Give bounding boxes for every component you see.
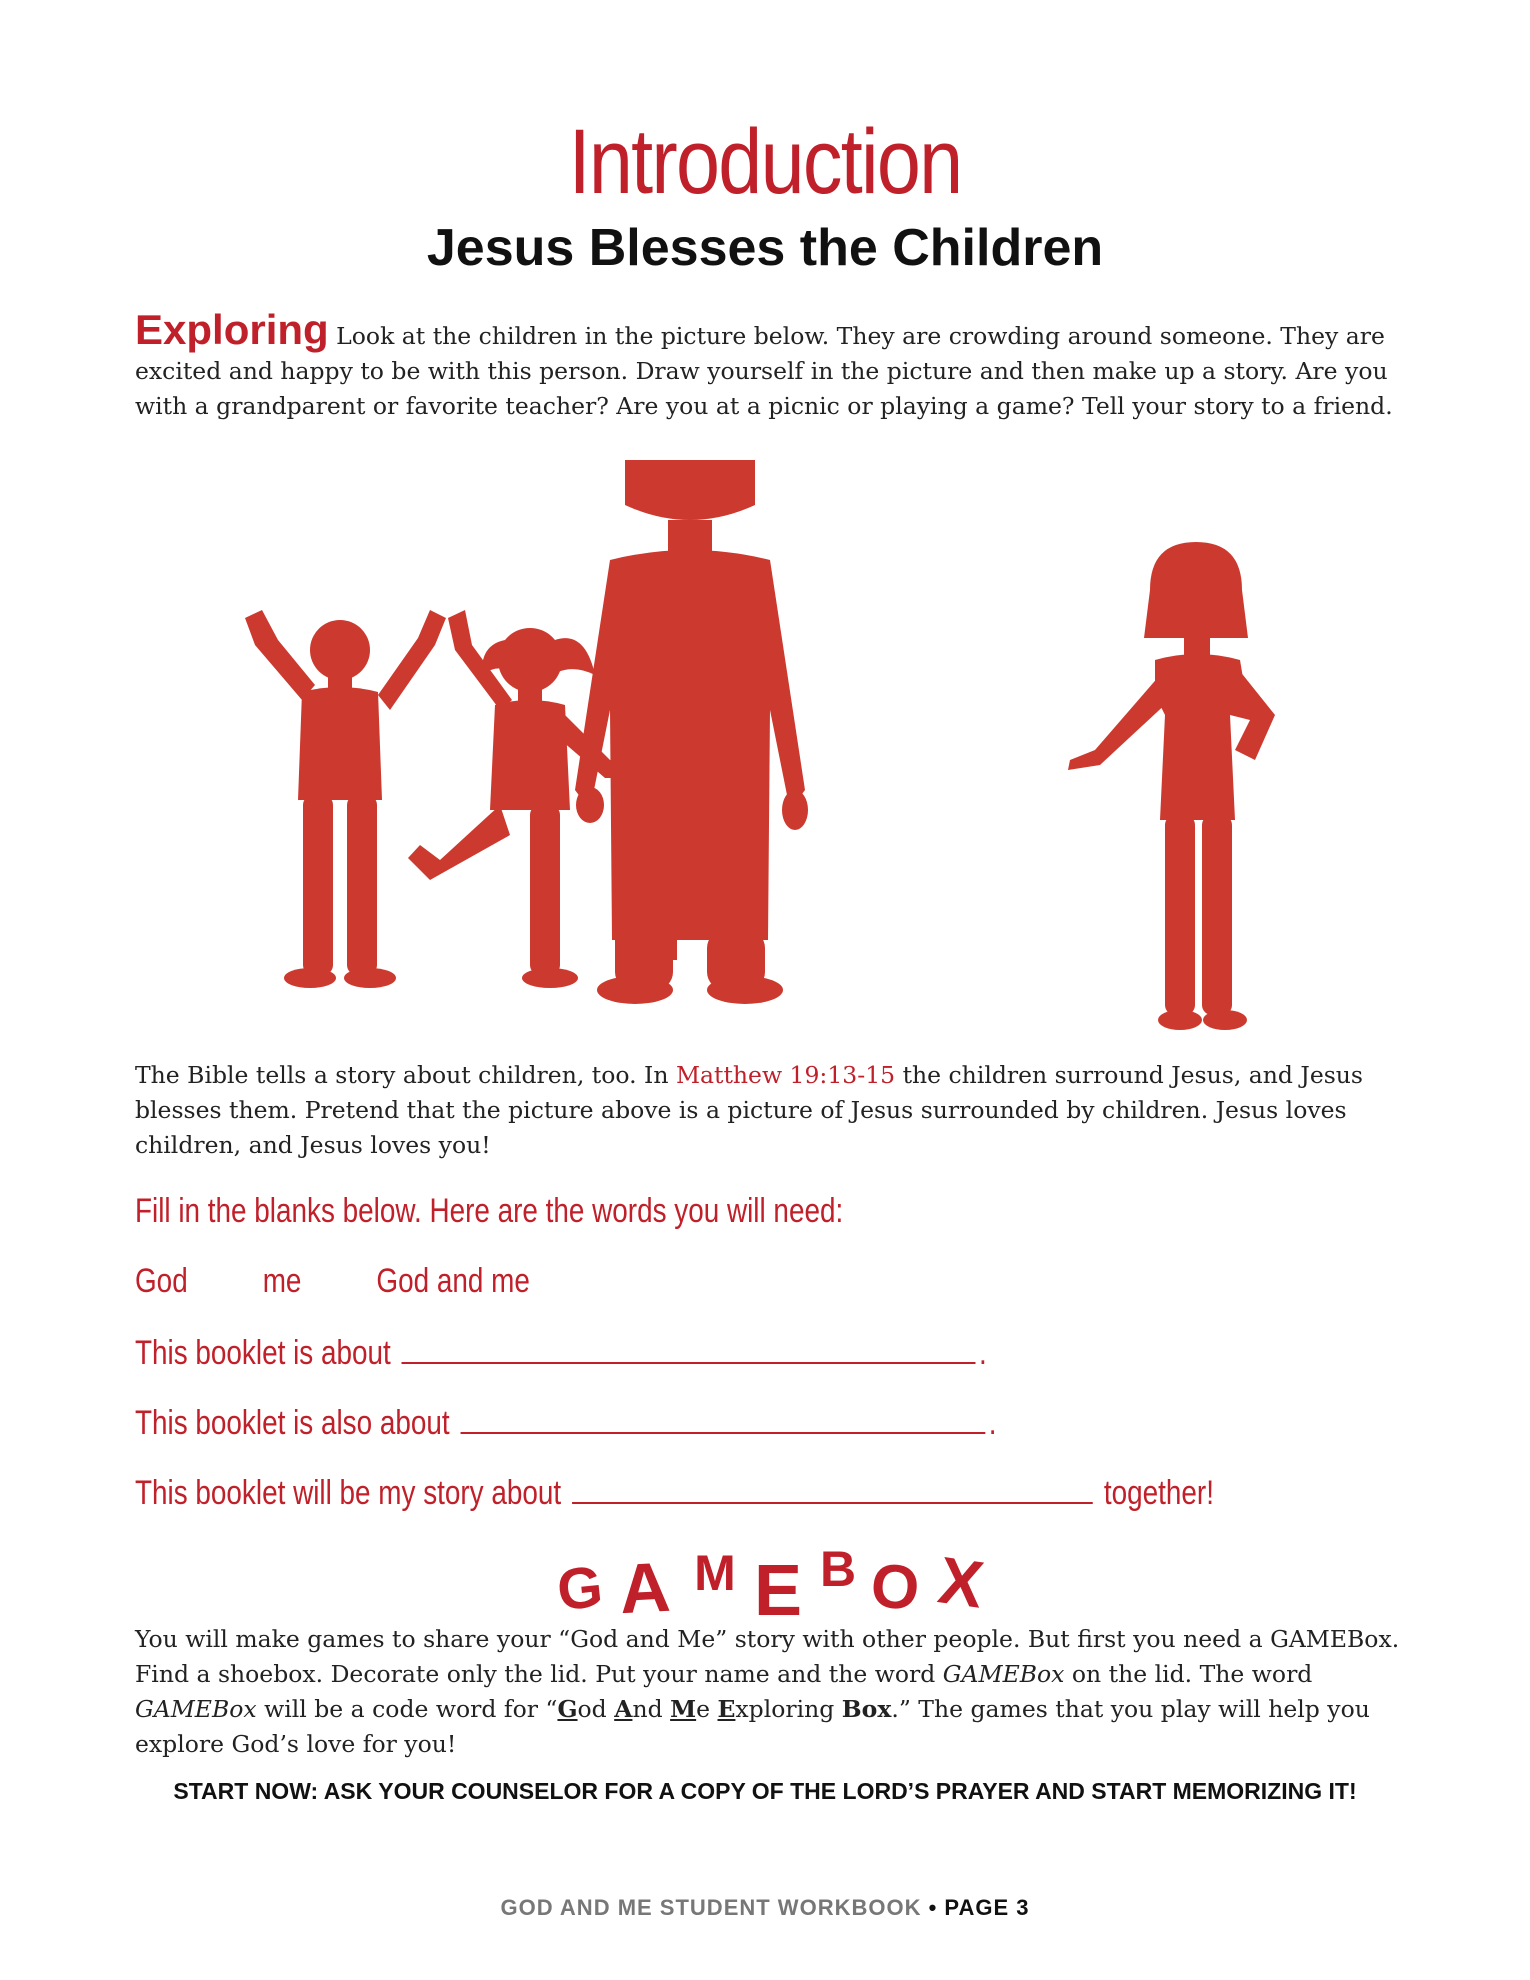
bible-text-after: the children surround Jesus, and Jesus blesses them. Pretend that the picture above is a picture of Jesus surrounded by children. Jesus loves children, and Jesus loves you! bbox=[135, 1061, 1363, 1159]
exploring-heading: Exploring bbox=[135, 306, 329, 353]
code-letter: E bbox=[717, 1695, 736, 1723]
period: . bbox=[988, 1404, 997, 1442]
footer-page-number: PAGE 3 bbox=[944, 1895, 1030, 1920]
code-word: od bbox=[577, 1695, 615, 1723]
word-bank bbox=[135, 1262, 530, 1301]
fill-in-line-3 bbox=[135, 1472, 1214, 1513]
logo-letter: G bbox=[554, 1553, 606, 1624]
word-bank-item: God bbox=[135, 1262, 188, 1300]
scripture-reference: Matthew 19:13-15 bbox=[675, 1061, 896, 1089]
gamebox-paragraph bbox=[135, 1622, 1405, 1762]
word-bank-item: God and me bbox=[376, 1262, 530, 1300]
answer-blank[interactable] bbox=[402, 1332, 976, 1364]
gamebox-logo bbox=[540, 1520, 1000, 1630]
code-word: nd bbox=[632, 1695, 671, 1723]
gamebox-text: You will make games to share your “God and Me” story with other people. But first you need a GAMEBox. Find a shoebox. Decorate only the lid. Put your name and the word bbox=[135, 1625, 1400, 1688]
code-word: e bbox=[696, 1695, 718, 1723]
gamebox-italic: GAMEBox bbox=[135, 1695, 257, 1723]
code-letter: M bbox=[670, 1695, 697, 1723]
page-footer bbox=[0, 1895, 1530, 1921]
fill-in-label: This booklet is also about bbox=[135, 1404, 450, 1442]
gamebox-text: will be a code word for “ bbox=[256, 1695, 558, 1723]
logo-letter: O bbox=[868, 1551, 922, 1624]
logo-letter: B bbox=[819, 1541, 857, 1597]
right-girl-figure bbox=[1068, 542, 1275, 1030]
code-letter: A bbox=[614, 1695, 633, 1723]
adult-figure bbox=[575, 460, 808, 1004]
period: . bbox=[979, 1334, 987, 1372]
fill-in-instruction: Fill in the blanks below. Here are the words you will need: bbox=[135, 1192, 844, 1230]
code-word-bold: Box bbox=[841, 1695, 892, 1723]
fill-in-label: This booklet will be my story about bbox=[135, 1474, 562, 1512]
gamebox-text: .” The games that you play will help you explore God’s love for you! bbox=[135, 1695, 1370, 1758]
bible-text-before: The Bible tells a story about children, too. In bbox=[135, 1061, 676, 1089]
word-bank-item: me bbox=[262, 1262, 302, 1300]
footer-separator: • bbox=[928, 1895, 938, 1920]
exploring-paragraph bbox=[135, 306, 1405, 424]
fill-in-line-2 bbox=[135, 1402, 996, 1443]
gamebox-text: on the lid. The word bbox=[1064, 1660, 1313, 1688]
start-now-callout: START NOW: ASK YOUR COUNSELOR FOR A COPY OF THE LORD’S PRAYER AND START MEMORIZING IT! bbox=[173, 1778, 1357, 1804]
fill-in-label-end: together! bbox=[1103, 1474, 1214, 1512]
page-subtitle: Jesus Blesses the Children bbox=[426, 219, 1104, 277]
children-silhouette-illustration bbox=[190, 460, 1320, 1040]
answer-blank[interactable] bbox=[572, 1472, 1093, 1504]
code-letter: G bbox=[557, 1695, 578, 1723]
answer-blank[interactable] bbox=[461, 1402, 986, 1434]
logo-letter: X bbox=[934, 1542, 989, 1622]
page-title: Introduction bbox=[568, 111, 962, 213]
boy-figure bbox=[245, 610, 446, 988]
gamebox-italic: GAMEBox bbox=[942, 1660, 1065, 1688]
logo-letter: E bbox=[753, 1551, 803, 1630]
code-word: xploring bbox=[735, 1695, 842, 1723]
footer-book-title: GOD AND ME STUDENT WORKBOOK bbox=[500, 1895, 922, 1920]
logo-letter: M bbox=[694, 1545, 736, 1601]
fill-in-label: This booklet is about bbox=[135, 1334, 391, 1372]
logo-letter: A bbox=[617, 1547, 673, 1629]
exploring-text: Look at the children in the picture below. They are crowding around someone. They are excited and happy to be with this person. Draw yourself in the picture and then make up a story. Are you with a grandparent or favorite teacher? Are you at a picnic or playing a game? Tell your story to a friend. bbox=[135, 322, 1393, 420]
fill-in-line-1 bbox=[135, 1332, 987, 1373]
bible-paragraph bbox=[135, 1058, 1405, 1163]
